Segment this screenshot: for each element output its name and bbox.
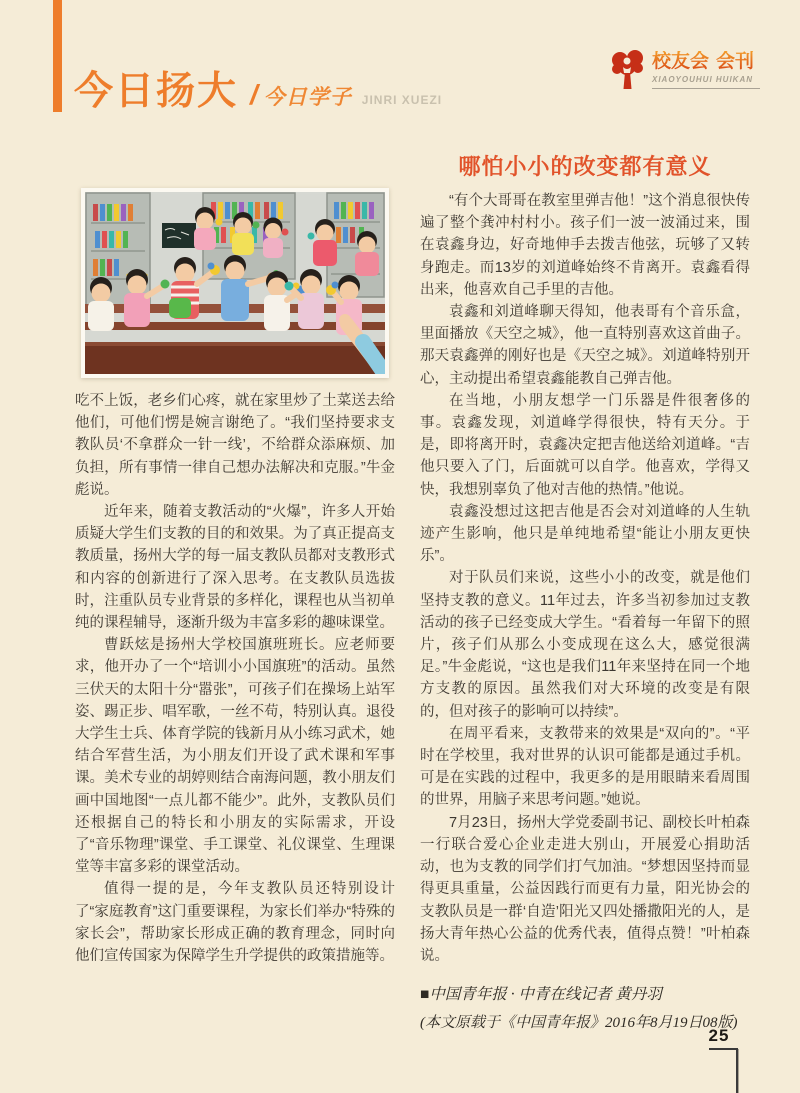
section-subtitle-pinyin: JINRI XUEZI bbox=[361, 93, 443, 107]
paragraph: 袁鑫没想过这把吉他是否会对刘道峰的人生轨迹产生影响，他只是单纯地希望“能让小朋友更快乐”。 bbox=[420, 503, 750, 565]
paragraph: 吃不上饭，老乡们心疼，就在家里炒了土菜送去给他们，可他们愣是婉言谢绝了。“我们坚持要求支教队员‘不拿群众一针一线’，不给群众添麻烦、加负担，所有事情一律自己想办法解决和克服。”牛金彪说。 bbox=[75, 393, 395, 498]
masthead bbox=[74, 60, 442, 116]
classroom-children-photo bbox=[81, 188, 389, 378]
source-note: (本文原载于《中国青年报》2016年8月19日08版) bbox=[420, 1015, 738, 1032]
paragraph: 7月23日，扬州大学党委副书记、副校长叶柏森一行联合爱心企业走进大别山，开展爱心捐助活动，也为支教的同学们打气加油。“梦想因坚持而显得更具重量，公益因践行而更有力量，阳光协会的支教队员是一群‘自造’阳光又四处播撒阳光的人，是扬大青年热心公益的优秀代表，值得点赞！”叶柏森说。 bbox=[420, 814, 750, 964]
paragraph: 在周平看来，支教带来的效果是“双向的”。“平时在学校里，我对世界的认识可能都是通过手机。可是在实践的过程中，我更多的是用眼睛来看周围的世界，用脑子来思考问题。”她说。 bbox=[420, 725, 750, 809]
brand-pinyin: XIAOYOUHUI HUIKAN bbox=[652, 75, 754, 84]
byline: ■中国青年报 · 中青在线记者 黄丹羽 bbox=[420, 986, 662, 1004]
journal-brand bbox=[610, 47, 760, 91]
paragraph: 在当地，小朋友想学一门乐器是件很奢侈的事。袁鑫发现，刘道峰学得很快，特有天分。于是，即将离开时，袁鑫决定把吉他送给刘道峰。“吉他只要入了门，后面就可以自学。他喜欢，学得又快，我想别辜负了他对吉他的热情。”他说。 bbox=[420, 392, 750, 498]
header-accent-bar bbox=[53, 0, 62, 112]
section-title: 今日扬大 bbox=[74, 70, 239, 113]
paragraph: 对于队员们来说，这些小小的改变，就是他们坚持支教的意义。11年过去，许多当初参加过支教活动的孩子已经变成大学生。“看着每一年留下的照片，孩子们从那么小变成现在这么大，感觉很满足。”牛金彪说，“这也是我们11年来坚持在同一个地方支教的原因。虽然我们对大环境的改变是有限的，但对孩子的影响可以持续”。 bbox=[420, 570, 750, 720]
brand-text bbox=[652, 47, 754, 84]
right-column-text bbox=[420, 190, 750, 967]
paragraph: 值得一提的是，今年支教队员还特别设计了“家庭教育”这门重要课程，为家长们举办“特殊的家长会”，帮助家长形成正确的教育理念，同时向他们宣传国家为保障学生升学提供的政策措施等。 bbox=[75, 881, 395, 965]
right-column bbox=[420, 150, 750, 1035]
paragraph: 袁鑫和刘道峰聊天得知，他表哥有个音乐盒，里面播放《天空之城》，他一直特别喜欢这首曲子。那天袁鑫弹的刚好也是《天空之城》。刘道峰特别开心，主动提出希望袁鑫能教自己弹吉他。 bbox=[420, 304, 750, 387]
left-column-text bbox=[75, 390, 395, 967]
alumni-tree-icon bbox=[610, 47, 646, 91]
brand-type: 会刊 bbox=[716, 51, 755, 72]
section-subtitle: 今日学子 bbox=[263, 86, 352, 109]
brand-underline bbox=[652, 88, 760, 89]
left-column bbox=[75, 185, 395, 967]
slash-separator: / bbox=[250, 79, 258, 110]
paragraph: 曹跃炫是扬州大学校国旗班班长。应老师要求，他开办了一个“培训小小国旗班”的活动。虽然三伏天的太阳十分“嚣张”，可孩子们在操场上站军姿、踢正步、唱军歌，一丝不苟，特别认真。退役大学生士兵、体育学院的钱新月从小练习武术，她结合军营生活，为小朋友们开设了武术课和军事课。美术专业的胡婷则结合南海问题，教小朋友们画中国地图“一点儿都不能少”。此外，支教队员们还根据自己的特长和小朋友的实际需求，开设了“音乐物理”课堂、手工课堂、礼仪课堂、生理课堂等丰富多彩的课堂活动。 bbox=[75, 637, 395, 876]
brand-name: 校友会 bbox=[652, 51, 710, 72]
paragraph: “有个大哥哥在教室里弹吉他！”这个消息很快传遍了整个龚冲村村小。孩子们一波一波涌过来，围在袁鑫身边，好奇地伸手去拨吉他弦，玩够了又转身跑走。而13岁的刘道峰始终不肯离开。袁鑫看得出来，他喜欢自己手里的吉他。 bbox=[420, 193, 750, 298]
article-heading: 哪怕小小的改变都有意义 bbox=[458, 154, 712, 179]
page-corner-rule bbox=[709, 1048, 738, 1093]
paragraph: 近年来，随着支教活动的“火爆”，许多人开始质疑大学生们支教的目的和效果。为了真正提高支教质量，扬州大学的每一届支教队员都对支教形式和内容的创新进行了深入思考。在支教队员选拔时，注重队员专业背景的多样化，课程也从当初单纯的课程辅导，逐渐升级为丰富多彩的趣味课堂。 bbox=[75, 504, 395, 632]
page-number: 25 bbox=[708, 1026, 730, 1045]
